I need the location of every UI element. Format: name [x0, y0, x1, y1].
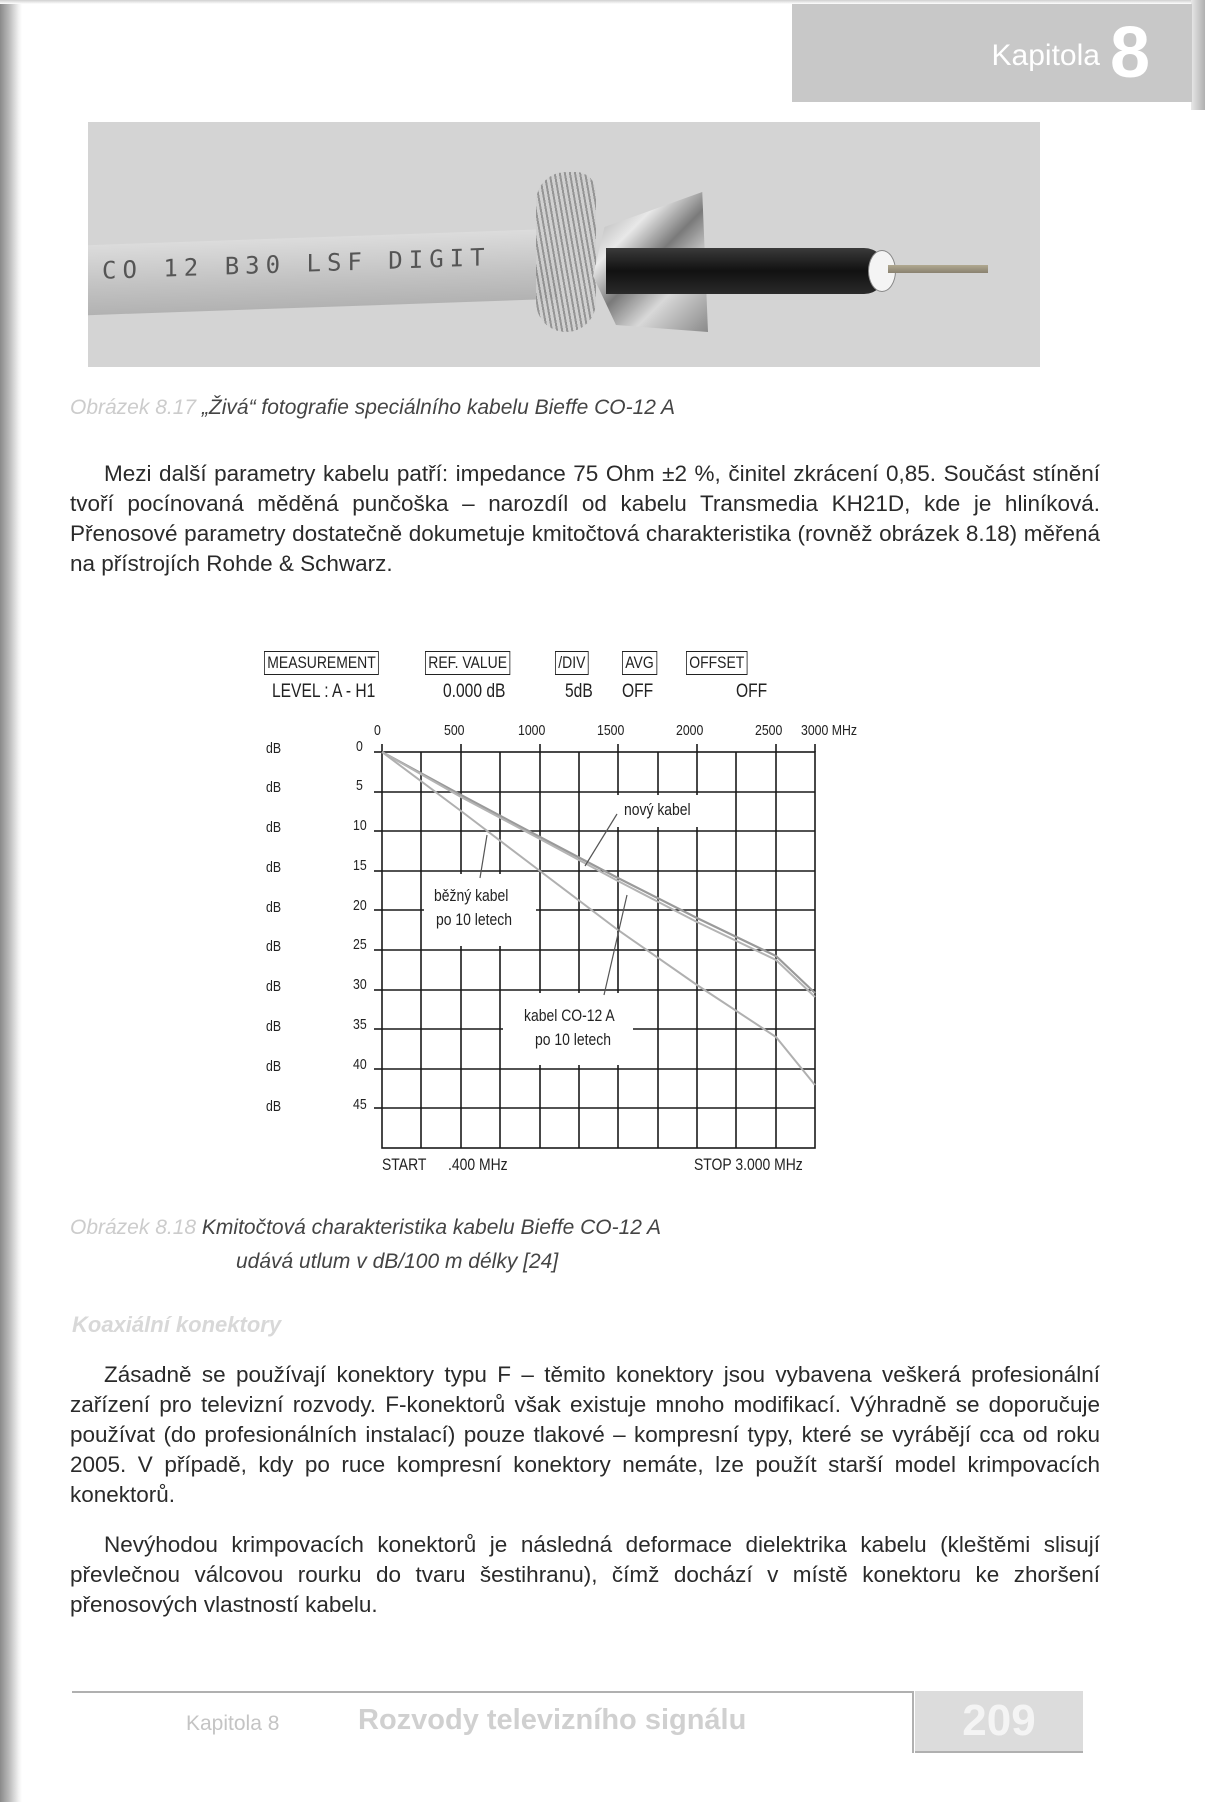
y-tick: 0 — [356, 738, 363, 755]
figure-caption-line-2: udává utlum v dB/100 m délky [24] — [236, 1250, 559, 1273]
chapter-tab-number: 8 — [1109, 13, 1150, 93]
div-value: 5dB — [565, 681, 593, 702]
y-unit-label: dB — [266, 1018, 282, 1035]
leader-novy — [585, 814, 617, 866]
avg-box: AVG — [622, 651, 657, 675]
offset-box: OFFSET — [686, 651, 748, 675]
x-tick: 1500 — [597, 722, 625, 739]
paragraph-text: Mezi další parametry kabelu patří: impedance 75 Ohm ±2 %, činitel zkrácení 0,85. Součást stínění tvoří pocínovaná měděná punčoška – narozdíl od kabelu Transmedia KH21D, kde je hliníková. Přenosové parametry dostatečně dokumetuje kmitočtová charakteristika (rovněž obrázek 8.18) měřená na přístrojích Rohde & Schwarz. — [70, 461, 1100, 576]
y-unit-label: dB — [266, 859, 282, 876]
x-tick: 3000 MHz — [801, 722, 858, 739]
div-box: /DIV — [555, 651, 589, 675]
paragraph-f-connectors — [70, 1360, 1100, 1510]
annotation-bezny-line1: běžný kabel — [434, 886, 509, 905]
measurement-value: LEVEL : A - H1 — [272, 681, 376, 702]
y-tick: 25 — [353, 936, 367, 953]
page-number: 209 — [915, 1691, 1083, 1753]
footer-title: Rozvody televizního signálu — [358, 1704, 747, 1736]
offset-value: OFF — [736, 681, 768, 702]
y-tick: 10 — [353, 817, 367, 834]
start-value: .400 MHz — [448, 1155, 508, 1174]
y-unit-label: dB — [266, 1098, 282, 1115]
x-tick: 1000 — [518, 722, 546, 739]
y-tick: 20 — [353, 897, 367, 914]
y-unit-label: dB — [266, 978, 282, 995]
figure-8-18-caption-line-2 — [236, 1250, 558, 1274]
ref-value-box: REF. VALUE — [425, 651, 510, 675]
label-bg-co12 — [503, 993, 633, 1065]
x-tick: 2500 — [755, 722, 783, 739]
annotation-novy-kabel: nový kabel — [624, 800, 691, 819]
y-unit-label: dB — [266, 779, 282, 796]
figure-caption-line-1: Kmitočtová charakteristika kabelu Bieffe CO-12 A — [201, 1216, 662, 1239]
chapter-tab-word: Kapitola — [991, 39, 1100, 72]
figure-label: Obrázek 8.17 — [70, 396, 197, 419]
y-tick: 15 — [353, 857, 367, 874]
y-tick: 35 — [353, 1016, 367, 1033]
y-unit-label: dB — [266, 740, 282, 757]
ref-value-value: 0.000 dB — [443, 681, 506, 702]
x-tick: 0 — [374, 722, 381, 739]
figure-caption-text: „Živá“ fotografie speciálního kabelu Bieffe CO-12 A — [201, 396, 676, 419]
paragraph-text: Zásadně se používají konektory typu F – těmito konektory jsou vybavena veškerá profesionální zařízení pro televizní rozvody. F-konektorů však existuje mnoho modifikací. Výhradně se doporučuje používat (do profesionálních instalací) pouze tlakové – kompresní typy, které se vyrábějí cca od roku 2005. V případě, kdy po ruce kompresní konektory nemáte, lze použít starší model krimpovacích konektorů. — [70, 1362, 1100, 1507]
measurement-box: MEASUREMENT — [264, 651, 379, 675]
start-label: START — [382, 1155, 427, 1174]
stop-label: STOP 3.000 MHz — [694, 1155, 803, 1174]
paragraph-text: Nevýhodou krimpovacích konektorů je následná deformace dielektrika kabelu (kleštěmi slisují převlečnou válcovou rourku do tvaru šestihranu), čímž dochází v místě konektoru ke zhoršení přenosových vlastností kabelu. — [70, 1532, 1100, 1617]
annotation-co12-line1: kabel CO-12 A — [524, 1006, 615, 1025]
y-unit-label: dB — [266, 899, 282, 916]
figure-8-18-caption — [70, 1216, 661, 1240]
y-unit-label: dB — [266, 1058, 282, 1075]
y-tick: 5 — [356, 777, 363, 794]
figure-label: Obrázek 8.18 — [70, 1216, 197, 1239]
y-tick: 45 — [353, 1096, 367, 1113]
footer-rule — [72, 1691, 914, 1693]
paragraph-crimp-connectors — [70, 1530, 1100, 1620]
section-heading: Koaxiální konektory — [72, 1312, 282, 1337]
annotation-bezny-line2: po 10 letech — [436, 910, 512, 929]
annotation-co12-line2: po 10 letech — [535, 1030, 611, 1049]
avg-value: OFF — [622, 681, 654, 702]
cable-print-text: CO 12 B30 LSF DIGIT — [102, 243, 491, 285]
footer-chapter: Kapitola 8 — [186, 1712, 280, 1735]
y-unit-label: dB — [266, 938, 282, 955]
x-tick: 500 — [444, 722, 465, 739]
x-tick: 2000 — [676, 722, 704, 739]
footer-rule-vertical — [912, 1691, 914, 1753]
y-tick: 40 — [353, 1056, 367, 1073]
y-unit-label: dB — [266, 819, 282, 836]
y-tick: 30 — [353, 976, 367, 993]
